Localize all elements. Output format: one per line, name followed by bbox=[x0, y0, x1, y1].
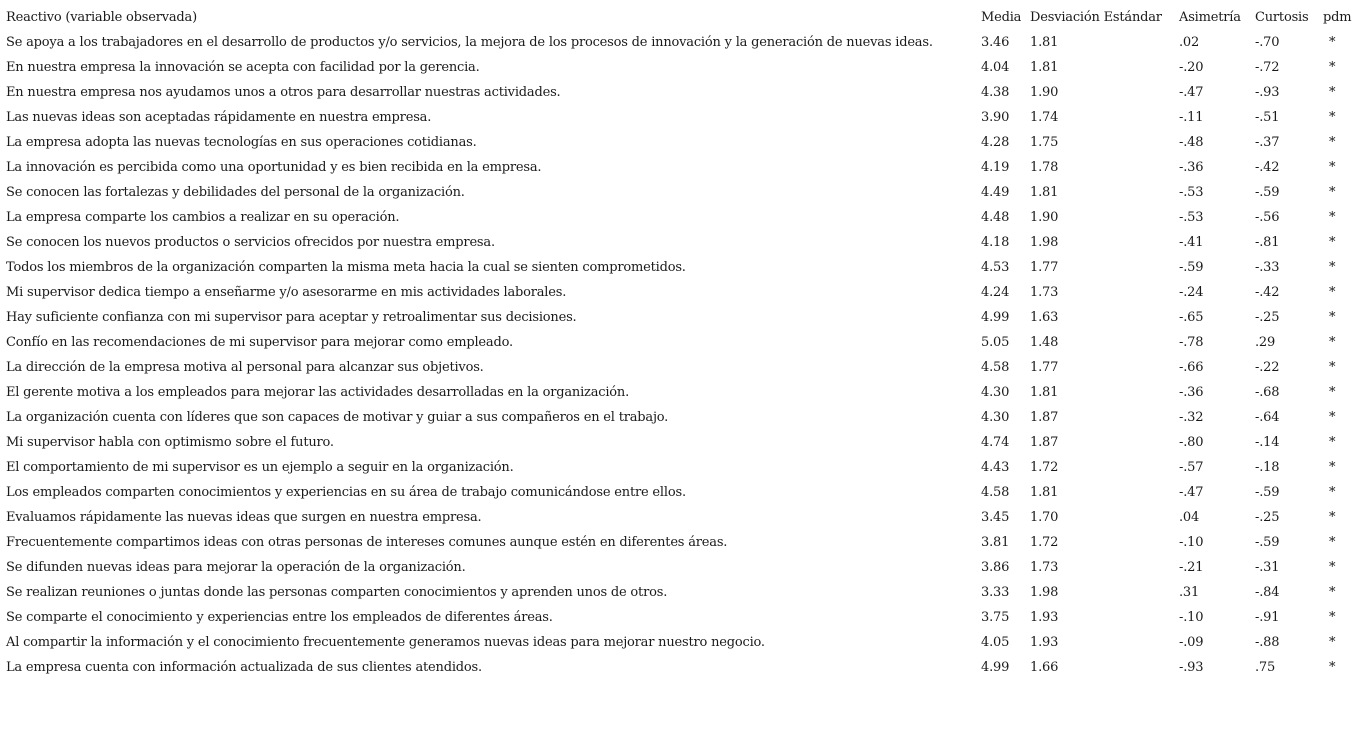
cell-pdm: * bbox=[1329, 385, 1336, 400]
header-row bbox=[6, 5, 1363, 30]
cell-kurt: -.70 bbox=[1255, 35, 1280, 50]
table-row bbox=[6, 105, 1363, 130]
cell-kurt: .29 bbox=[1255, 335, 1276, 350]
cell-kurt: -.25 bbox=[1255, 310, 1280, 325]
cell-pdm: * bbox=[1329, 610, 1336, 625]
cell-pdm: * bbox=[1329, 185, 1336, 200]
cell-sd: 1.81 bbox=[1030, 60, 1059, 75]
cell-pdm: * bbox=[1329, 335, 1336, 350]
cell-item: Se conocen los nuevos productos o servicios ofrecidos por nuestra empresa. bbox=[6, 235, 495, 250]
table-row bbox=[6, 655, 1363, 680]
cell-kurt: -.31 bbox=[1255, 560, 1280, 575]
cell-sd: 1.81 bbox=[1030, 485, 1059, 500]
cell-skew: -.32 bbox=[1179, 410, 1204, 425]
cell-pdm: * bbox=[1329, 585, 1336, 600]
cell-pdm: * bbox=[1329, 560, 1336, 575]
table-row bbox=[6, 505, 1363, 530]
cell-sd: 1.98 bbox=[1030, 585, 1059, 600]
header-skew: Asimetría bbox=[1179, 10, 1241, 25]
cell-sd: 1.66 bbox=[1030, 660, 1059, 675]
cell-item: La dirección de la empresa motiva al personal para alcanzar sus objetivos. bbox=[6, 360, 484, 375]
cell-sd: 1.93 bbox=[1030, 610, 1059, 625]
table-row bbox=[6, 305, 1363, 330]
cell-media: 4.43 bbox=[981, 460, 1010, 475]
cell-media: 3.46 bbox=[981, 35, 1010, 50]
cell-media: 4.28 bbox=[981, 135, 1010, 150]
cell-pdm: * bbox=[1329, 285, 1336, 300]
cell-item: Hay suficiente confianza con mi supervisor para aceptar y retroalimentar sus decisiones. bbox=[6, 310, 577, 325]
table-row bbox=[6, 455, 1363, 480]
cell-media: 4.99 bbox=[981, 310, 1010, 325]
table-row bbox=[6, 430, 1363, 455]
cell-skew: -.80 bbox=[1179, 435, 1204, 450]
cell-kurt: -.59 bbox=[1255, 535, 1280, 550]
cell-item: La empresa adopta las nuevas tecnologías en sus operaciones cotidianas. bbox=[6, 135, 477, 150]
cell-item: La innovación es percibida como una oportunidad y es bien recibida en la empresa. bbox=[6, 160, 542, 175]
cell-kurt: -.93 bbox=[1255, 85, 1280, 100]
cell-skew: -.24 bbox=[1179, 285, 1204, 300]
cell-skew: -.48 bbox=[1179, 135, 1204, 150]
cell-item: La organización cuenta con líderes que son capaces de motivar y guiar a sus compañeros en el trabajo. bbox=[6, 410, 669, 425]
table-row bbox=[6, 205, 1363, 230]
table-row bbox=[6, 55, 1363, 80]
cell-skew: .04 bbox=[1179, 510, 1200, 525]
cell-kurt: -.84 bbox=[1255, 585, 1280, 600]
cell-item: Evaluamos rápidamente las nuevas ideas que surgen en nuestra empresa. bbox=[6, 510, 482, 525]
cell-pdm: * bbox=[1329, 210, 1336, 225]
cell-media: 4.30 bbox=[981, 385, 1010, 400]
cell-kurt: -.42 bbox=[1255, 285, 1280, 300]
table-row bbox=[6, 480, 1363, 505]
cell-media: 4.58 bbox=[981, 360, 1010, 375]
table-row bbox=[6, 230, 1363, 255]
cell-pdm: * bbox=[1329, 485, 1336, 500]
cell-skew: -.53 bbox=[1179, 185, 1204, 200]
table-header bbox=[6, 5, 1363, 30]
cell-sd: 1.73 bbox=[1030, 560, 1059, 575]
cell-kurt: -.22 bbox=[1255, 360, 1280, 375]
table-row bbox=[6, 380, 1363, 405]
cell-media: 4.24 bbox=[981, 285, 1010, 300]
table-row bbox=[6, 130, 1363, 155]
cell-sd: 1.63 bbox=[1030, 310, 1059, 325]
cell-sd: 1.98 bbox=[1030, 235, 1059, 250]
cell-media: 3.33 bbox=[981, 585, 1010, 600]
table-row bbox=[6, 80, 1363, 105]
cell-item: El gerente motiva a los empleados para mejorar las actividades desarrolladas en la organización. bbox=[6, 385, 630, 400]
header-media: Media bbox=[981, 10, 1022, 25]
cell-pdm: * bbox=[1329, 660, 1336, 675]
table-row bbox=[6, 330, 1363, 355]
cell-item: Todos los miembros de la organización comparten la misma meta hacia la cual se sienten comprometidos. bbox=[6, 260, 686, 275]
cell-pdm: * bbox=[1329, 135, 1336, 150]
cell-item: Se realizan reuniones o juntas donde las personas comparten conocimientos y aprenden unos de otros. bbox=[6, 585, 668, 600]
table-row bbox=[6, 280, 1363, 305]
cell-sd: 1.72 bbox=[1030, 460, 1059, 475]
cell-media: 4.48 bbox=[981, 210, 1010, 225]
cell-sd: 1.77 bbox=[1030, 260, 1059, 275]
cell-sd: 1.77 bbox=[1030, 360, 1059, 375]
cell-pdm: * bbox=[1329, 535, 1336, 550]
cell-item: Las nuevas ideas son aceptadas rápidamente en nuestra empresa. bbox=[6, 110, 432, 125]
cell-kurt: -.72 bbox=[1255, 60, 1280, 75]
cell-pdm: * bbox=[1329, 410, 1336, 425]
cell-item: Los empleados comparten conocimientos y experiencias en su área de trabajo comunicándose entre ellos. bbox=[6, 485, 686, 500]
cell-item: Se comparte el conocimiento y experiencias entre los empleados de diferentes áreas. bbox=[6, 610, 553, 625]
cell-skew: -.11 bbox=[1179, 110, 1204, 125]
cell-skew: -.66 bbox=[1179, 360, 1204, 375]
cell-sd: 1.90 bbox=[1030, 85, 1059, 100]
cell-pdm: * bbox=[1329, 435, 1336, 450]
cell-item: La empresa cuenta con información actualizada de sus clientes atendidos. bbox=[6, 660, 482, 675]
cell-pdm: * bbox=[1329, 310, 1336, 325]
cell-media: 3.75 bbox=[981, 610, 1010, 625]
cell-skew: -.10 bbox=[1179, 610, 1204, 625]
cell-kurt: -.51 bbox=[1255, 110, 1280, 125]
cell-skew: -.59 bbox=[1179, 260, 1204, 275]
header-pdm: pdm bbox=[1323, 10, 1352, 25]
cell-item: La empresa comparte los cambios a realizar en su operación. bbox=[6, 210, 400, 225]
cell-media: 4.18 bbox=[981, 235, 1010, 250]
cell-kurt: -.14 bbox=[1255, 435, 1280, 450]
table-row bbox=[6, 555, 1363, 580]
cell-sd: 1.72 bbox=[1030, 535, 1059, 550]
cell-pdm: * bbox=[1329, 260, 1336, 275]
cell-media: 3.86 bbox=[981, 560, 1010, 575]
cell-sd: 1.81 bbox=[1030, 185, 1059, 200]
table-row bbox=[6, 530, 1363, 555]
cell-kurt: .75 bbox=[1255, 660, 1276, 675]
table-row bbox=[6, 355, 1363, 380]
cell-kurt: -.42 bbox=[1255, 160, 1280, 175]
cell-pdm: * bbox=[1329, 60, 1336, 75]
cell-skew: -.78 bbox=[1179, 335, 1204, 350]
table-row bbox=[6, 180, 1363, 205]
cell-media: 4.38 bbox=[981, 85, 1010, 100]
table-row bbox=[6, 580, 1363, 605]
cell-media: 4.99 bbox=[981, 660, 1010, 675]
cell-skew: .31 bbox=[1179, 585, 1200, 600]
header-item: Reactivo (variable observada) bbox=[6, 10, 197, 25]
table-row bbox=[6, 255, 1363, 280]
cell-kurt: -.59 bbox=[1255, 485, 1280, 500]
cell-sd: 1.74 bbox=[1030, 110, 1059, 125]
cell-skew: -.36 bbox=[1179, 160, 1204, 175]
cell-skew: -.47 bbox=[1179, 485, 1204, 500]
cell-item: Se apoya a los trabajadores en el desarrollo de productos y/o servicios, la mejora de los procesos de innovación y la generación de nuevas ideas. bbox=[6, 35, 933, 50]
cell-skew: -.20 bbox=[1179, 60, 1204, 75]
cell-kurt: -.59 bbox=[1255, 185, 1280, 200]
cell-pdm: * bbox=[1329, 635, 1336, 650]
cell-media: 4.04 bbox=[981, 60, 1010, 75]
cell-media: 3.90 bbox=[981, 110, 1010, 125]
cell-skew: -.47 bbox=[1179, 85, 1204, 100]
cell-media: 4.53 bbox=[981, 260, 1010, 275]
cell-skew: -.41 bbox=[1179, 235, 1204, 250]
cell-skew: -.10 bbox=[1179, 535, 1204, 550]
cell-skew: -.21 bbox=[1179, 560, 1204, 575]
cell-sd: 1.87 bbox=[1030, 410, 1059, 425]
cell-sd: 1.75 bbox=[1030, 135, 1059, 150]
cell-item: Se conocen las fortalezas y debilidades del personal de la organización. bbox=[6, 185, 465, 200]
cell-item: Frecuentemente compartimos ideas con otras personas de intereses comunes aunque estén en diferentes áreas. bbox=[6, 535, 728, 550]
cell-skew: -.57 bbox=[1179, 460, 1204, 475]
cell-kurt: -.88 bbox=[1255, 635, 1280, 650]
cell-media: 4.30 bbox=[981, 410, 1010, 425]
cell-media: 3.45 bbox=[981, 510, 1010, 525]
cell-kurt: -.91 bbox=[1255, 610, 1280, 625]
cell-pdm: * bbox=[1329, 85, 1336, 100]
cell-pdm: * bbox=[1329, 35, 1336, 50]
descriptive-statistics-table bbox=[6, 5, 1363, 680]
cell-pdm: * bbox=[1329, 360, 1336, 375]
cell-sd: 1.81 bbox=[1030, 385, 1059, 400]
cell-item: Confío en las recomendaciones de mi supervisor para mejorar como empleado. bbox=[6, 335, 513, 350]
cell-media: 5.05 bbox=[981, 335, 1010, 350]
cell-pdm: * bbox=[1329, 460, 1336, 475]
cell-kurt: -.25 bbox=[1255, 510, 1280, 525]
cell-media: 3.81 bbox=[981, 535, 1010, 550]
cell-sd: 1.90 bbox=[1030, 210, 1059, 225]
cell-sd: 1.81 bbox=[1030, 35, 1059, 50]
cell-media: 4.49 bbox=[981, 185, 1010, 200]
cell-pdm: * bbox=[1329, 160, 1336, 175]
cell-sd: 1.70 bbox=[1030, 510, 1059, 525]
cell-item: En nuestra empresa nos ayudamos unos a otros para desarrollar nuestras actividades. bbox=[6, 85, 561, 100]
cell-pdm: * bbox=[1329, 110, 1336, 125]
cell-item: Al compartir la información y el conocimiento frecuentemente generamos nuevas ideas para mejorar nuestro negocio. bbox=[6, 635, 765, 650]
cell-media: 4.05 bbox=[981, 635, 1010, 650]
cell-item: Se difunden nuevas ideas para mejorar la operación de la organización. bbox=[6, 560, 466, 575]
cell-skew: -.36 bbox=[1179, 385, 1204, 400]
cell-kurt: -.37 bbox=[1255, 135, 1280, 150]
cell-kurt: -.68 bbox=[1255, 385, 1280, 400]
cell-sd: 1.78 bbox=[1030, 160, 1059, 175]
cell-pdm: * bbox=[1329, 510, 1336, 525]
cell-kurt: -.56 bbox=[1255, 210, 1280, 225]
cell-skew: -.09 bbox=[1179, 635, 1204, 650]
cell-sd: 1.48 bbox=[1030, 335, 1059, 350]
cell-kurt: -.18 bbox=[1255, 460, 1280, 475]
cell-item: En nuestra empresa la innovación se acepta con facilidad por la gerencia. bbox=[6, 60, 480, 75]
cell-media: 4.58 bbox=[981, 485, 1010, 500]
cell-skew: .02 bbox=[1179, 35, 1200, 50]
table-body bbox=[6, 30, 1363, 680]
table-row bbox=[6, 405, 1363, 430]
cell-skew: -.53 bbox=[1179, 210, 1204, 225]
cell-skew: -.65 bbox=[1179, 310, 1204, 325]
cell-kurt: -.64 bbox=[1255, 410, 1280, 425]
table-row bbox=[6, 30, 1363, 55]
cell-kurt: -.33 bbox=[1255, 260, 1280, 275]
cell-item: Mi supervisor habla con optimismo sobre el futuro. bbox=[6, 435, 334, 450]
cell-kurt: -.81 bbox=[1255, 235, 1280, 250]
cell-sd: 1.87 bbox=[1030, 435, 1059, 450]
header-sd: Desviación Estándar bbox=[1030, 10, 1162, 25]
cell-item: El comportamiento de mi supervisor es un ejemplo a seguir en la organización. bbox=[6, 460, 514, 475]
cell-sd: 1.93 bbox=[1030, 635, 1059, 650]
table-row bbox=[6, 630, 1363, 655]
cell-item: Mi supervisor dedica tiempo a enseñarme y/o asesorarme en mis actividades laborales. bbox=[6, 285, 567, 300]
table-row bbox=[6, 155, 1363, 180]
cell-skew: -.93 bbox=[1179, 660, 1204, 675]
header-kurt: Curtosis bbox=[1255, 10, 1309, 25]
cell-media: 4.74 bbox=[981, 435, 1010, 450]
cell-sd: 1.73 bbox=[1030, 285, 1059, 300]
cell-media: 4.19 bbox=[981, 160, 1010, 175]
table-row bbox=[6, 605, 1363, 630]
cell-pdm: * bbox=[1329, 235, 1336, 250]
